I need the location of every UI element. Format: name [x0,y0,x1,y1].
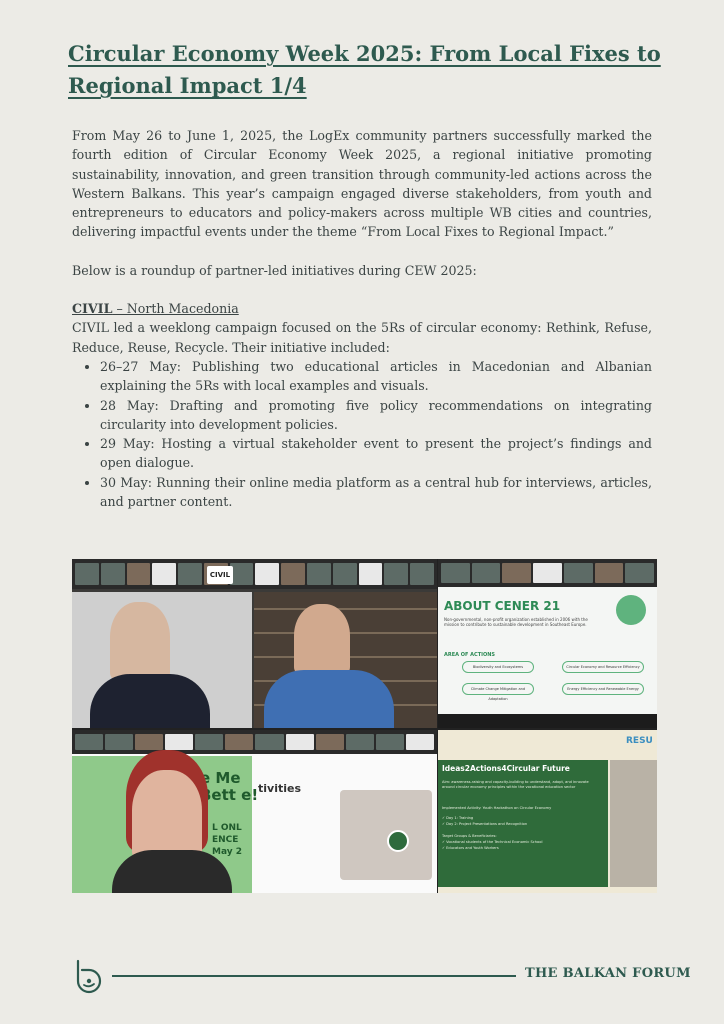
ideas-line: ✓ Day 2: Project Presentations and Recognition [442,822,528,826]
bulb-icon [616,595,646,625]
participant-strip [438,559,657,587]
call-toolbar [438,714,657,728]
area-box: Energy Efficiency and Renewable Energy [562,683,644,695]
event-photo-collage [72,559,657,893]
speaker-left-tile [72,592,252,728]
speaker-right-tile [254,592,437,728]
ideas-title: Ideas2Actions4Circular Future [442,764,570,773]
activities-heading: tivities [258,782,302,795]
participant-strip [72,559,437,589]
cener-description: Non-governmental, non-profit organization established in 2006 with the mission to contribute to sustainable development in Southeast Europe. [444,617,588,627]
ideas-line: Implemented Activity: Youth Hackathon on Circular Economy [442,806,552,810]
ideas-line: ✓ Educators and Youth Workers [442,846,499,850]
area-label: AREA OF ACTIONS [444,652,495,658]
slide-dot [387,830,409,852]
slide-subline: L ONL ENCE May 2 [212,823,243,857]
ideas-line: Target Groups & Beneficiaries: [442,834,497,838]
partner-country: – North Macedonia [112,301,239,317]
presenter-top [112,850,232,893]
footer-brand: THE BALKAN FORUM [525,966,691,981]
cener-title: ABOUT CENER 21 [444,599,561,613]
roundup-line: Below is a roundup of partner-led initiatives during CEW 2025: [72,262,477,278]
ideas-slide-screenshot [438,730,657,893]
partner-description: CIVIL led a weeklong campaign focused on the 5Rs of circular economy: Rethink, Refuse, Reduce, Reuse, Recycle. Their initiative included: [72,320,652,355]
balkan-forum-logo-icon [72,957,106,995]
resu-label: RESU [626,736,653,746]
list-item: • 26–27 May: Publishing two educational articles in Macedonian and Albanian explaining the 5Rs with local examples and visuals. [100,357,652,396]
footer-divider [112,975,516,977]
list-item: • 28 May: Drafting and promoting five policy recommendations on integrating circularity into development policies. [100,396,652,435]
slide-headline: e Me Bett e! [200,769,259,804]
page-title: Circular Economy Week 2025: From Local Fixes to Regional Impact 1/4 [68,41,661,98]
speaker-right-shirt [264,670,394,728]
activity-list [72,357,652,511]
civil-badge: CIVIL [207,566,233,584]
ideas-card [438,760,608,887]
slide-photos [340,790,432,880]
article-body [72,126,652,511]
list-item: • 29 May: Hosting a virtual stakeholder event to present the project’s findings and open dialogue. [100,434,652,473]
participant-strip [72,730,437,754]
ideas-line: Aim: awareness-raising and capacity-building to understand, adopt, and innovate around circular economy principles within the vocational education sector [442,780,589,789]
partner-heading [72,299,652,318]
ideas-line: ✓ Vocational students of the Technical Economic School [442,840,543,844]
area-box: Climate Change Mitigation and Adaptation [462,683,534,695]
speaker-left-suit [90,674,210,728]
presenter-screenshot [72,730,437,893]
partner-name: CIVIL [72,301,113,317]
speaker-left [110,602,170,680]
area-box: Circular Economy and Resource Efficiency [562,661,644,673]
group-photo [610,760,657,887]
ideas-line: ✓ Day 1: Training [442,816,474,820]
presenter [132,770,202,860]
video-call-speakers [72,559,437,728]
intro-paragraph: From May 26 to June 1, 2025, the LogEx community partners successfully marked the fourth edition of Circular Economy Week 2025, a regional initiative promoting sustainability, innovation, and green transition through community-led actions across the Western Balkans. This year’s campaign engaged diverse stakeholders, from youth and entrepreneurs to educators and policy-makers across multiple WB cities and countries, delivering impactful events under the theme “From Local Fixes to Regional Impact.” [72,128,652,240]
cener-slide-screenshot [438,559,657,728]
speaker-right [294,604,350,674]
list-item: • 30 May: Running their online media platform as a central hub for interviews, articles, and partner content. [100,473,652,512]
area-box: Biodiversity and Ecosystems [462,661,534,673]
